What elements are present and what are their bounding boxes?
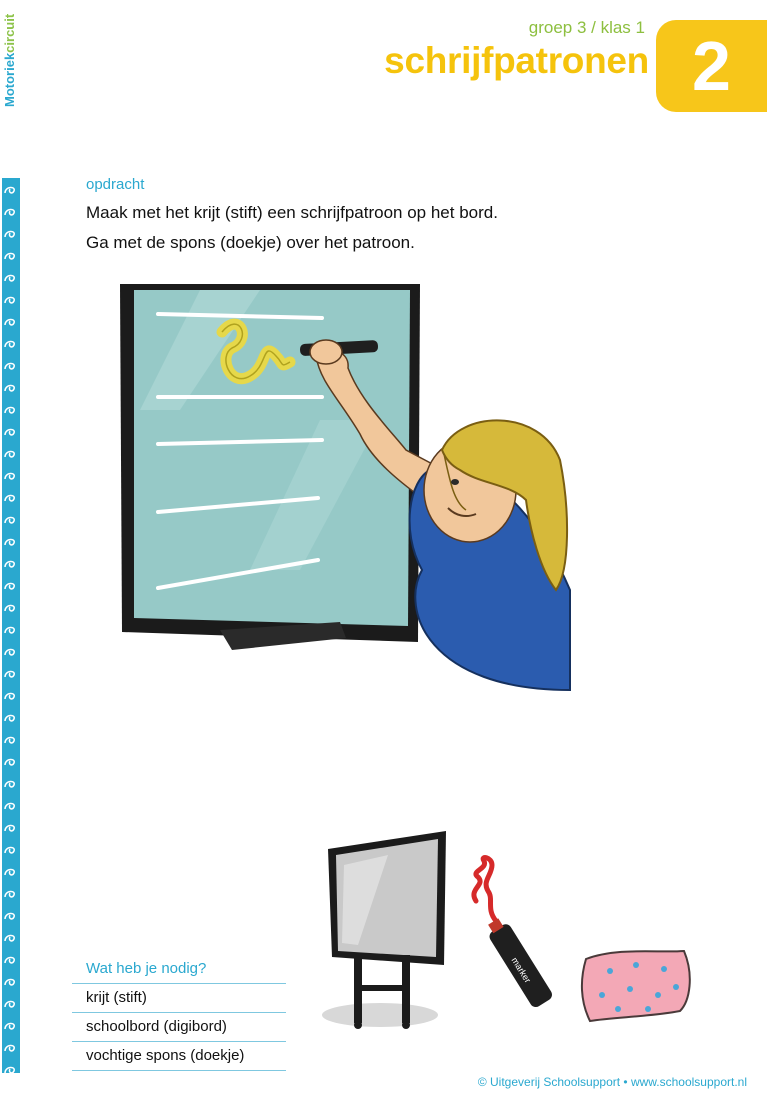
- side-label-b: circuit: [2, 13, 17, 53]
- needs-title: Wat heb je nodig?: [86, 960, 207, 977]
- decorative-wave-strip: [2, 178, 20, 1073]
- grade-subtitle: groep 3 / klas 1: [528, 18, 645, 37]
- marker-icon: [483, 915, 554, 1009]
- red-scribble: [474, 858, 496, 921]
- child-at-board-illustration: [100, 270, 580, 700]
- badge-number: 2: [692, 27, 731, 105]
- assignment-line-2: Ga met de spons (doekje) over het patroon.: [86, 233, 415, 252]
- assignment-line-1: Maak met het krijt (stift) een schrijfpatroon op het bord.: [86, 203, 498, 222]
- needs-list: [72, 983, 286, 1071]
- marker-label: marker: [509, 955, 533, 985]
- number-badge: [656, 20, 767, 112]
- assignment-label: opdracht: [86, 176, 145, 193]
- page-title: schrijfpatronen: [384, 40, 649, 81]
- side-label: [1, 15, 19, 107]
- needs-item: schoolbord (digibord): [72, 1013, 286, 1042]
- footer-copyright: © Uitgeverij Schoolsupport • www.schoolsupport.nl: [477, 1075, 747, 1089]
- side-label-a: Motoriek: [2, 52, 17, 107]
- supplies-illustration: [318, 825, 698, 1035]
- needs-item: vochtige spons (doekje): [72, 1042, 286, 1071]
- needs-item: krijt (stift): [72, 984, 286, 1013]
